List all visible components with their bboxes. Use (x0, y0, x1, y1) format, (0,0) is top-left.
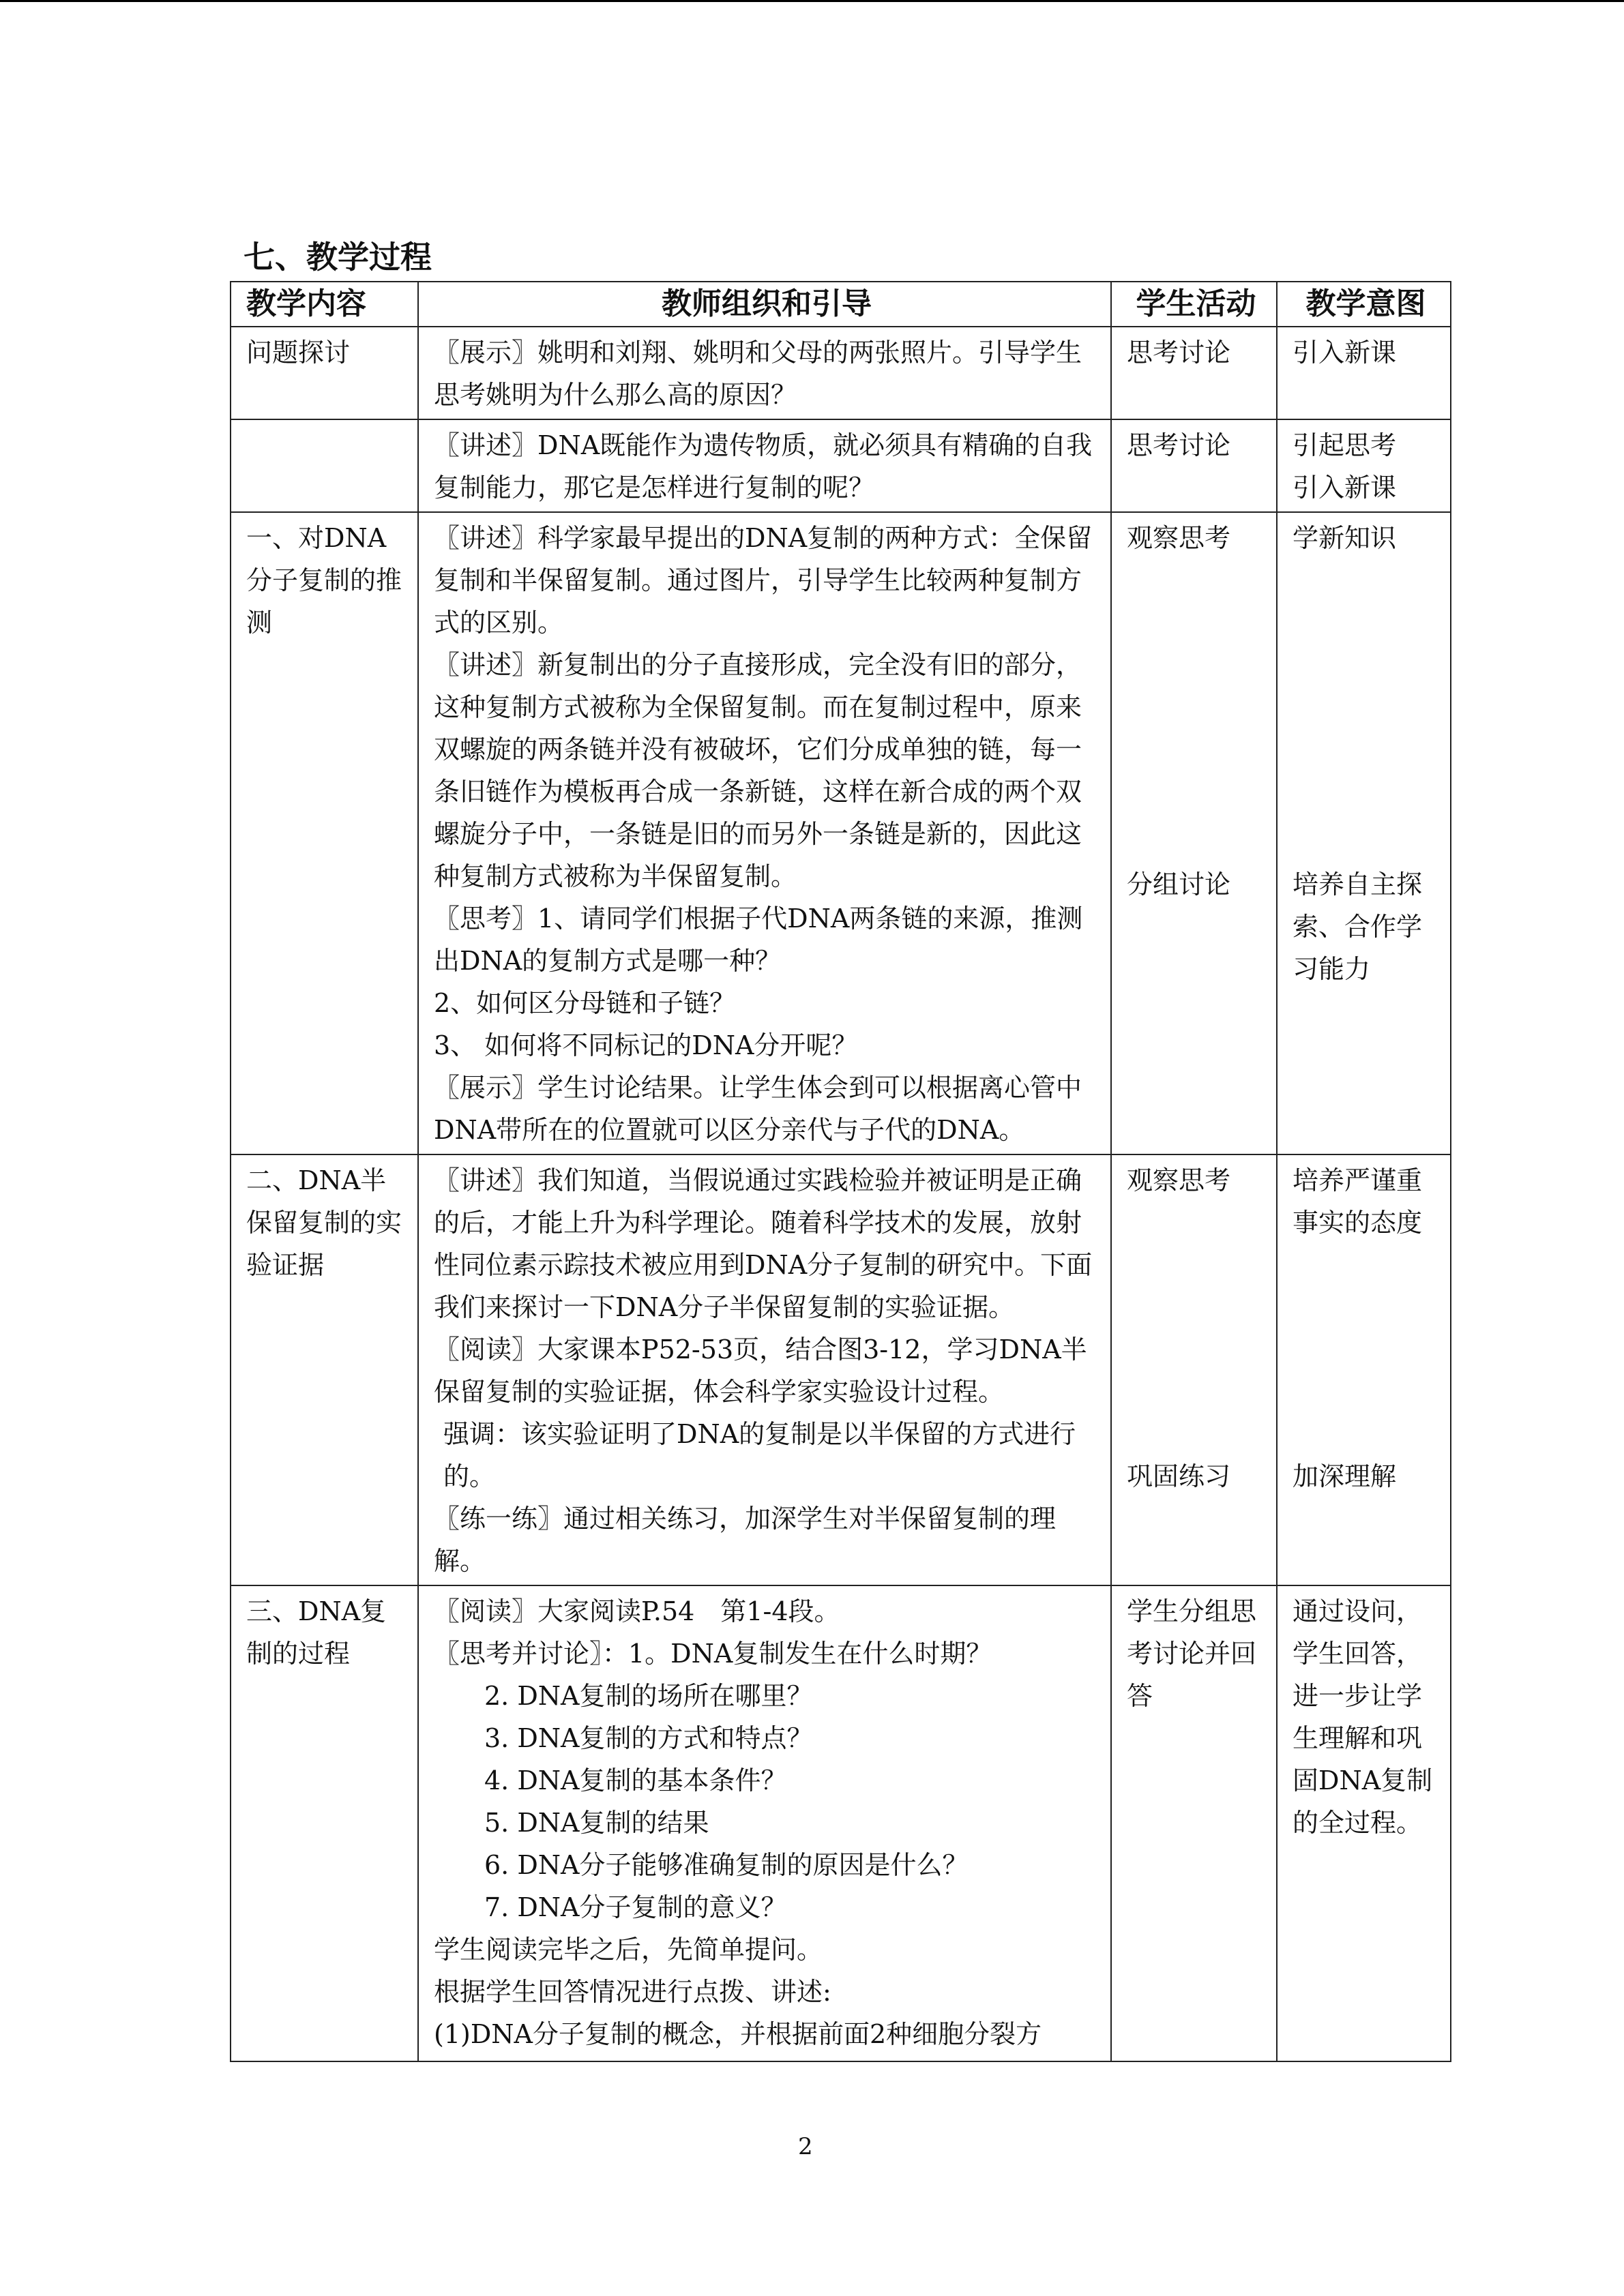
table-row (231, 327, 1451, 419)
table-row (231, 1585, 1451, 2061)
table-row (231, 1154, 1451, 1585)
content-cell: 三、DNA复制的过程 (231, 1585, 418, 2061)
guide-cell: 〖讲述〗DNA既能作为遗传物质，就必须具有精确的自我复制能力，那它是怎样进行复制的呢？ (418, 419, 1111, 512)
page-top-border (0, 0, 1624, 2)
content-cell (231, 419, 418, 512)
guide-cell: 〖讲述〗我们知道，当假说通过实践检验并被证明是正确的后，才能上升为科学理论。随着科学技术的发展，放射性同位素示踪技术被应用到DNA分子复制的研究中。下面我们来探讨一下DNA分子半保留复制的实验证据。 〖阅读〗大家课本P52-53页，结合图3-12，学习DNA半保留复制的实验证据，体会科学家实验设计过程。 强调：该实验证明了DNA的复制是以半保留的方式进行的。 〖练一练〗通过相关练习，加深学生对半保留复制的理解。 (418, 1154, 1111, 1585)
activity-cell: 学生分组思考讨论并回答 (1111, 1585, 1277, 2061)
page-number: 2 (798, 2133, 813, 2160)
intent-cell: 引起思考 引入新课 (1277, 419, 1451, 512)
guide-cell: 〖阅读〗大家阅读P.54 第1-4段。 〖思考并讨论〗：1。DNA复制发生在什么时期？ 2. DNA复制的场所在哪里？ 3. DNA复制的方式和特点？ 4. DNA复制的基本条件？ 5. DNA复制的结果 6. DNA分子能够准确复制的原因是什么？ 7. DNA分子复制的意义？ 学生阅读完毕之后，先简单提问。 根据学生回答情况进行点拨、讲述: (1)DNA分子复制的概念，并根据前面2种细胞分裂方 (418, 1585, 1111, 2061)
header-guide: 教师组织和引导 (418, 282, 1111, 327)
table-header-row (231, 282, 1451, 327)
teaching-process-table (230, 281, 1451, 2062)
table-row (231, 512, 1451, 1154)
intent-cell: 通过设问，学生回答，进一步让学生理解和巩固DNA复制的全过程。 (1277, 1585, 1451, 2061)
activity-cell: 思考讨论 (1111, 419, 1277, 512)
content-cell: 一、对DNA分子复制的推测 (231, 512, 418, 1154)
header-content: 教学内容 (231, 282, 418, 327)
activity-cell: 观察思考 分组讨论 (1111, 512, 1277, 1154)
content-cell: 二、DNA半保留复制的实验证据 (231, 1154, 418, 1585)
header-intent: 教学意图 (1277, 282, 1451, 327)
intent-cell: 培养严谨重事实的态度 加深理解 (1277, 1154, 1451, 1585)
intent-cell: 引入新课 (1277, 327, 1451, 419)
activity-cell: 思考讨论 (1111, 327, 1277, 419)
section-title: 七、教学过程 (243, 239, 432, 275)
guide-cell: 〖展示〗姚明和刘翔、姚明和父母的两张照片。引导学生思考姚明为什么那么高的原因？ (418, 327, 1111, 419)
guide-cell: 〖讲述〗科学家最早提出的DNA复制的两种方式：全保留复制和半保留复制。通过图片，引导学生比较两种复制方式的区别。 〖讲述〗新复制出的分子直接形成，完全没有旧的部分，这种复制方式被称为全保留复制。而在复制过程中，原来双螺旋的两条链并没有被破坏，它们分成单独的链，每一条旧链作为模板再合成一条新链，这样在新合成的两个双螺旋分子中，一条链是旧的而另外一条链是新的，因此这种复制方式被称为半保留复制。 〖思考〗1、请同学们根据子代DNA两条链的来源，推测出DNA的复制方式是哪一种？ 2、如何区分母链和子链？ 3、 如何将不同标记的DNA分开呢？ 〖展示〗学生讨论结果。让学生体会到可以根据离心管中DNA带所在的位置就可以区分亲代与子代的DNA。 (418, 512, 1111, 1154)
table-row (231, 419, 1451, 512)
activity-cell: 观察思考 巩固练习 (1111, 1154, 1277, 1585)
intent-cell: 学新知识 培养自主探索、合作学习能力 (1277, 512, 1451, 1154)
content-cell: 问题探讨 (231, 327, 418, 419)
header-activity: 学生活动 (1111, 282, 1277, 327)
